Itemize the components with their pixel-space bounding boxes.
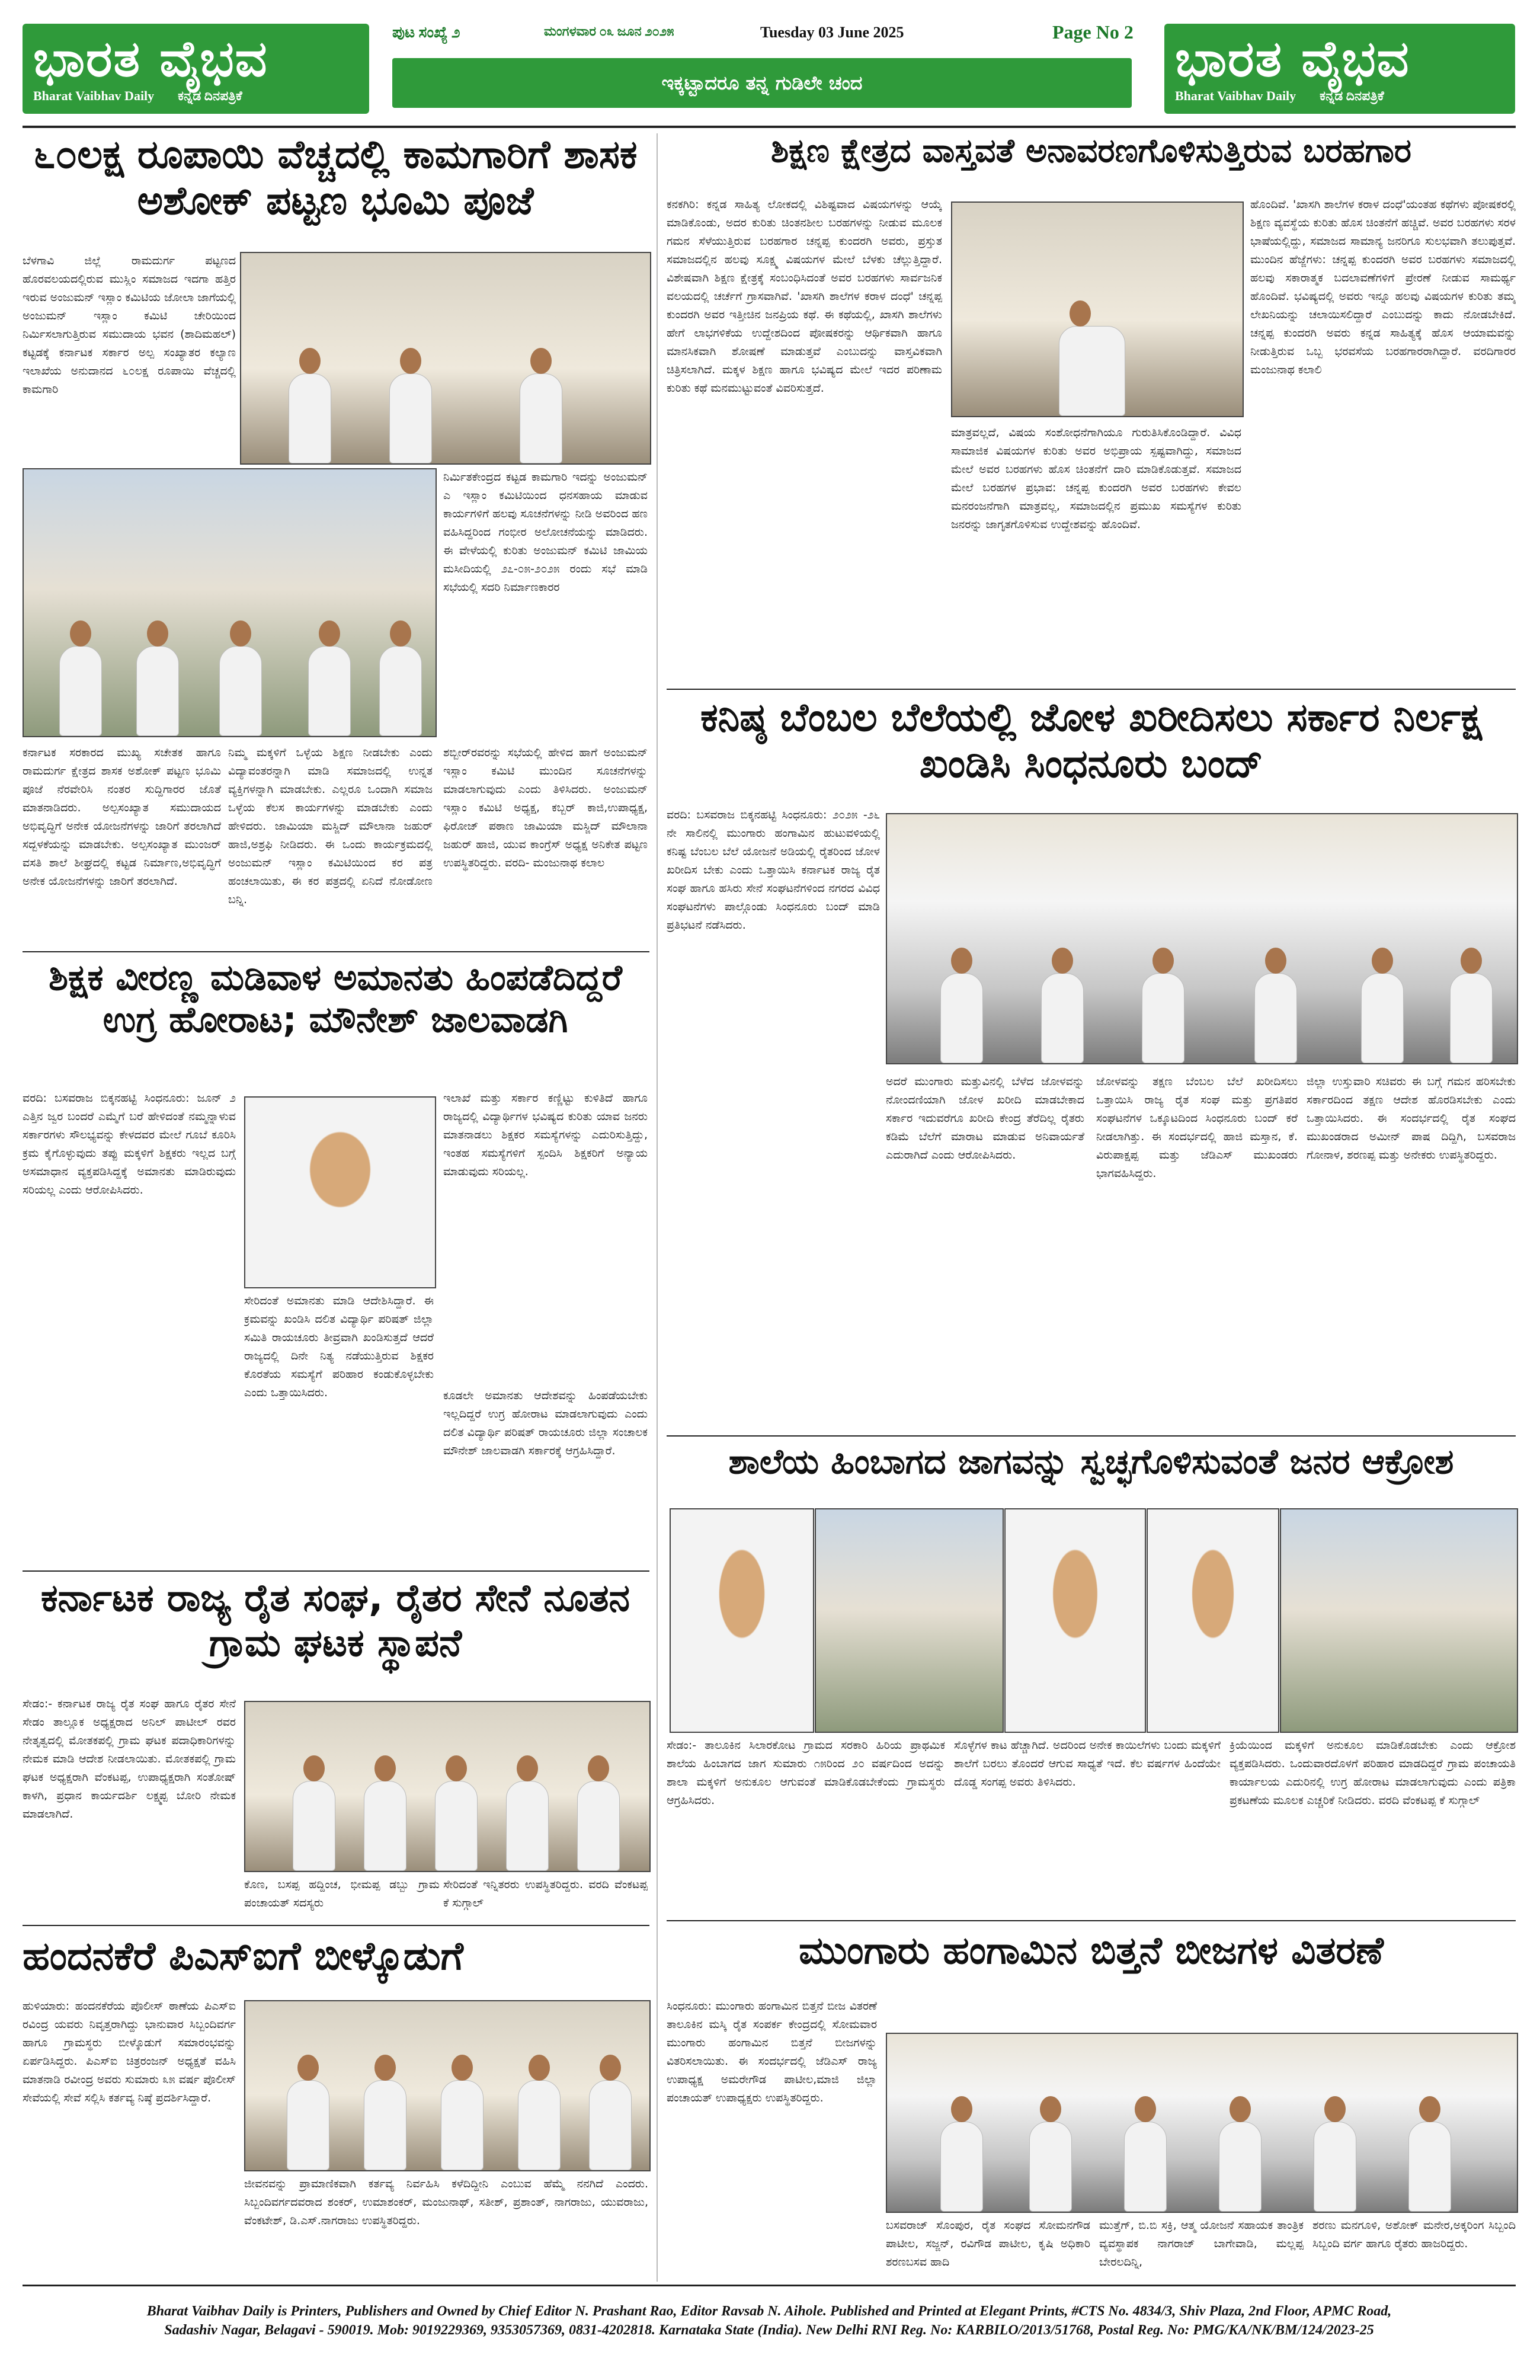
imprint-line-1: Bharat Vaibhav Daily is Printers, Publishers and Owned by Chief Editor N. Prashant Rao, Editor Ravsab N. Aihole. Published and Printed at Elegant Prints, #CTS No. 4834/3, Shiv Plaza, 2nd Floor, APMC Road, <box>146 2304 1392 2319</box>
person-figure <box>589 2080 632 2170</box>
article-a6-text-1: ಸೇಡಂ:- ತಾಲೂಕಿನ ಸಿಲಾರಕೋಟ ಗ್ರಾಮದ ಸರಕಾರಿ ಹಿರಿಯ ಪ್ರಾಥಮಿಕ ಶಾಲೆಯ ಹಿಂಬಾಗದ ಜಾಗ ಸುಮಾರು ೧೫ರಿಂದ ೨೦ ವರ್ಷದಿಂದ ಅದನ್ನು ಶಾಲಾ ಮಕ್ಕಳಿಗೆ ಅನುಕೂಲ ಆಗುವಂತೆ ಮಾಡಿಕೊಡಬೇಕೆಂದು ಗ್ರಾಮಸ್ಥರು ಆಗ್ರಹಿಸಿದರು. <box>667 1739 945 1807</box>
masthead-title: ಭಾರತ ವೈಭವ <box>33 30 268 88</box>
person-figure <box>1041 973 1084 1063</box>
person-figure <box>1219 2122 1262 2212</box>
person-figure <box>389 373 432 463</box>
person-figure <box>1059 326 1125 416</box>
photo-a6-school <box>815 1508 1004 1733</box>
person-figure <box>940 973 983 1063</box>
headline-a6: ಶಾಲೆಯ ಹಿಂಬಾಗದ ಜಾಗವನ್ನು ಸ್ವಚ್ಛಗೊಳಿಸುವಂತೆ ಜನರ ಆಕ್ರೋಶ <box>728 1441 1454 1482</box>
headline-a1: ೬೦ಲಕ್ಷ ರೂಪಾಯಿ ವೆಚ್ಚದಲ್ಲಿ ಕಾಮಗಾರಿಗೆ ಶಾಸಕ ಅಶೋಕ್ ಪಟ್ಟಣ ಭೂಮಿ ಪೂಜೆ <box>33 132 638 223</box>
person-figure <box>1450 973 1493 1063</box>
article-a1-text-4: ನಿಮ್ಮ ಮಕ್ಕಳಿಗೆ ಒಳ್ಳೆಯ ಶಿಕ್ಷಣ ನೀಡಬೇಕು ಎಂದು ವಿದ್ಯಾವಂತರನ್ನಾಗಿ ಮಾಡಿ ಸಮಾಜದಲ್ಲಿ ಉನ್ನತ ವ್ಯಕ್ತಿಗಳನ್ನಾಗಿ ಮಾಡಬೇಕು. ಎಲ್ಲರೂ ಒಂದಾಗಿ ಸಮಾಜ ಒಳ್ಳೆಯ ಕೆಲಸ ಕಾರ್ಯಗಳನ್ನು ಮಾಡಬೇಕು ಎಂದು ಹೇಳಿದರು. ಜಾಮಿಯಾ ಮಸ್ಜಿದ್ ಮೌಲಾನಾ ಜಹುರ್ ಹಾಜಿ,ಅಶ್ರಫಿ ನೀಡಿದರು. ಈ ಒಂದು ಕಾರ್ಯಕ್ರಮದಲ್ಲಿ ಅಂಜುಮನ್ ಇಸ್ಲಾಂ ಕಮಿಟಿಯಿಂದ ಕರ ಪತ್ರ ಹಂಚಲಾಯಿತು, ಈ ಕರ ಪತ್ರದಲ್ಲಿ ಏನಿದೆ ನೋಡೋಣ ಬನ್ನಿ. <box>228 746 433 906</box>
article-a2-text-3: ಹೊಂದಿವೆ. 'ಖಾಸಗಿ ಶಾಲೆಗಳ ಕರಾಳ ದಂಧೆ'ಯಂತಹ ಕಥೆಗಳು ಪೋಷಕರಲ್ಲಿ ಶಿಕ್ಷಣ ವ್ಯವಸ್ಥೆಯ ಕುರಿತು ಹೊಸ ಚಿಂತನೆಗೆ ಹಚ್ಚಿವೆ. ಅವರ ಬರಹಗಳು ಸರಳ ಭಾಷೆಯಲ್ಲಿದ್ದು, ಸಮಾಜದ ಸಾಮಾನ್ಯ ಜನರಿಗೂ ಸುಲಭವಾಗಿ ತಲುಪುತ್ತವೆ. ಮುಂದಿನ ಹೆಜ್ಜೆಗಳು: ಚನ್ನಪ್ಪ ಕುಂದರಗಿ ಅವರ ಬರಹಗಳು ಸಮಾಜದಲ್ಲಿ ಹಲವು ಸಕಾರಾತ್ಮಕ ಬದಲಾವಣೆಗಳಿಗೆ ಪ್ರೇರಣೆ ನೀಡುವ ಸಾಮರ್ಥ್ಯ ಹೊಂದಿವೆ. ಭವಿಷ್ಯದಲ್ಲಿ ಅವರು ಇನ್ನೂ ಹಲವು ವಿಷಯಗಳ ಕುರಿತು ತಮ್ಮ ಲೇಖನಿಯನ್ನು ಚಲಾಯಿಸಲಿದ್ದಾರೆ ಎಂಬುದನ್ನು ಕಾದು ನೋಡಬೇಕಿದೆ. ಚನ್ನಪ್ಪ ಕುಂದರಗಿ ಅವರು ಕನ್ನಡ ಸಾಹಿತ್ಯಕ್ಕೆ ಹೊಸ ಆಯಾಮವನ್ನು ನೀಡುತ್ತಿರುವ ಒಬ್ಬ ಭರವಸೆಯ ಬರಹಗಾರರಾಗಿದ್ದಾರೆ. ವರದಿಗಾರರ ಮಂಜುನಾಥ ಕಲಾಲಿ <box>1250 198 1516 376</box>
tagline-banner: ಇಕ್ಕಟ್ಟಾದರೂ ತನ್ನ ಗುಡಿಲೇ ಚಂದ <box>392 58 1132 108</box>
person-figure <box>577 1781 620 1871</box>
photo-a1-crowd <box>240 252 651 465</box>
article-a3-text-1: ವರದಿ: ಬಸವರಾಜ ಬಿಕ್ಕನಹಟ್ಟಿ ಸಿಂಧನೂರು: ೨೦೨೫ -೨೬ ನೇ ಸಾಲಿನಲ್ಲಿ ಮುಂಗಾರು ಹಂಗಾಮಿನ ಹುಟುವಳಿಯಲ್ಲಿ ಕನಿಷ್ಟ ಬೆಂಬಲ ಬೆಲೆ ಯೋಜನೆ ಅಡಿಯಲ್ಲಿ ರೈತರಿಂದ ಜೋಳ ಖರೀದಿಸ ಬೇಕು ಎಂದು ಒತ್ತಾಯಿಸಿ ಕರ್ನಾಟಕ ರಾಜ್ಯ ರೈತ ಸಂಘ ಹಾಗೂ ಹಸಿರು ಸೇನೆ ಸಂಘಟನೆಗಳಿಂದ ನಗರದ ವಿವಿಧ ಸಂಘಟನೆಗಳು ಪಾಲ್ಗೊಂಡು ಸಿಂಧನೂರು ಬಂದ್ ಮಾಡಿ ಪ್ರತಿಭಟನೆ ನಡೆಸಿದರು. <box>667 808 880 932</box>
article-separator <box>667 1920 1516 1921</box>
masthead-subtitle-kn: ಕನ್ನಡ ದಿನಪತ್ರಿಕೆ <box>178 88 242 103</box>
person-figure <box>520 373 562 463</box>
headline-a2: ಶಿಕ್ಷಣ ಕ್ಷೇತ್ರದ ವಾಸ್ತವತೆ ಅನಾವರಣಗೊಳಿಸುತ್ತಿರುವ ಬರಹಗಾರ <box>771 132 1411 169</box>
headline-a8: ಮುಂಗಾರು ಹಂಗಾಮಿನ ಬಿತ್ತನೆ ಬೀಜಗಳ ವಿತರಣೆ <box>799 1929 1384 1973</box>
person-figure <box>287 2080 329 2170</box>
article-a5-text-2: ಸೇರಿದಂತೆ ಇನ್ನಿತರರು ಉಪಸ್ಥಿತರಿದ್ದರು. ವರದಿ ವೆಂಕಟಪ್ಪ ಕೆ ಸುಗ್ಗಾಲ್ <box>443 1878 648 1909</box>
person-figure <box>1142 973 1184 1063</box>
date-kn: ಮಂಗಳವಾರ ೦೩ ಜೂನ ೨೦೨೫ <box>544 24 674 39</box>
masthead-left <box>23 24 369 114</box>
masthead-title: ಭಾರತ ವೈಭವ <box>1175 30 1410 88</box>
photo-a6-person-2 <box>1004 1508 1146 1733</box>
person-figure <box>59 646 102 736</box>
article-a2-text-1: ಕನಕಗಿರಿ: ಕನ್ನಡ ಸಾಹಿತ್ಯ ಲೋಕದಲ್ಲಿ ವಿಶಿಷ್ಟವಾದ ವಿಷಯಗಳನ್ನು ಆಯ್ಕೆ ಮಾಡಿಕೊಂಡು, ಅದರ ಕುರಿತು ಚಿಂತನಶೀಲ ಬರಹಗಳನ್ನು ನೀಡುವ ಮೂಲಕ ಗಮನ ಸೆಳೆಯುತ್ತಿರುವ ಬರಹಗಾರ ಚನ್ನಪ್ಪ ಕುಂದರಗಿ ಅವರು, ಪ್ರಸ್ತುತ ಸಮಾಜದಲ್ಲಿನ ಹಲವು ಸೂಕ್ಷ್ಮ ವಿಷಯಗಳ ಮೇಲೆ ಬೆಳಕು ಚೆಲ್ಲುತ್ತಿದ್ದಾರೆ. ವಿಶೇಷವಾಗಿ ಶಿಕ್ಷಣ ಕ್ಷೇತ್ರಕ್ಕೆ ಸಂಬಂಧಿಸಿದಂತೆ ಅವರ ಬರಹಗಳು ಸಾರ್ವಜನಿಕ ವಲಯದಲ್ಲಿ ಚರ್ಚೆಗೆ ಗ್ರಾಸವಾಗಿವೆ. 'ಖಾಸಗಿ ಶಾಲೆಗಳ ಕರಾಳ ದಂಧೆ' ಚನ್ನಪ್ಪ ಕುಂದರಗಿ ಅವರ ಇತ್ತೀಚಿನ ಜನಪ್ರಿಯ ಕಥೆ. ಈ ಕಥೆಯಲ್ಲಿ, ಖಾಸಗಿ ಶಾಲೆಗಳು ಹೇಗೆ ಲಾಭಗಳಿಕೆಯ ಉದ್ದೇಶದಿಂದ ಪೋಷಕರನ್ನು ಆರ್ಥಿಕವಾಗಿ ಹಾಗೂ ಮಾನಸಿಕವಾಗಿ ಶೋಷಣೆ ಮಾಡುತ್ತವೆ ಎಂಬುದನ್ನು ವಾಸ್ತವಿಕವಾಗಿ ಚಿತ್ರಿಸಲಾಗಿದೆ. ಮಕ್ಕಳ ಶಿಕ್ಷಣ ಹಾಗೂ ಭವಿಷ್ಯದ ಮೇಲೆ ಇದರ ಪರಿಣಾಮ ಕುರಿತು ಕಥೆ ಮನಮುಟ್ಟುವಂತೆ ವಿವರಿಸುತ್ತದೆ. <box>667 198 942 395</box>
page-number-en: Page No 2 <box>1052 21 1134 43</box>
article-a1-text-5: ಶಬ್ಬೀರ್‌ರವರನ್ನು ಸಭೆಯಲ್ಲಿ ಹೇಳಿದ ಹಾಗೆ ಅಂಜುಮನ್ ಇಸ್ಲಾಂ ಕಮಿಟಿ ಮುಂದಿನ ಸೂಚನೆಗಳನ್ನು ಮಾಡಲಾಗುವುದು ಎಂದು ತಿಳಿಸಿದರು. ಅಂಜುಮನ್ ಇಸ್ಲಾಂ ಕಮಿಟಿ ಅಧ್ಯಕ್ಷ, ಕಬ್ಬರ್ ಕಾಜಿ,ಉಪಾಧ್ಯಕ್ಷ, ಫಿರೋಜ್ ಪಠಾಣ ಜಾಮಿಯಾ ಮಸ್ಜಿದ್ ಮೌಲಾನಾ ಜಹುರ್ ಹಾಜಿ, ಯುವ ಕಾಂಗ್ರೆಸ್ ಅಧ್ಯಕ್ಷ ಅನಿಕೇತ ಪಟ್ಟಣ ಉಪಸ್ಥಿತರಿದ್ದರು. ವರದಿ- ಮಂಜುನಾಥ ಕಲಾಲ <box>443 746 648 869</box>
article-a4-text-3: ಸೇರಿದಂತೆ ಅಮಾನತು ಮಾಡಿ ಆದೇಶಿಸಿದ್ದಾರೆ. ಈ ಕ್ರಮವನ್ನು ಖಂಡಿಸಿ ದಲಿತ ವಿದ್ಯಾರ್ಥಿ ಪರಿಷತ್ ಜಿಲ್ಲಾ ಸಮಿತಿ ರಾಯಚೂರು ತೀವ್ರವಾಗಿ ಖಂಡಿಸುತ್ತದೆ ಆದರೆ ರಾಜ್ಯದಲ್ಲಿ ದಿನೇ ನಿತ್ಯ ನಡೆಯುತ್ತಿರುವ ಶಿಕ್ಷಕರ ಕೊರತೆಯ ಸಮಸ್ಯೆಗೆ ಪರಿಹಾರ ಕಂಡುಕೊಳ್ಳಬೇಕು ಎಂದು ಒತ್ತಾಯಿಸಿದರು. <box>244 1294 434 1399</box>
imprint-line-2: Sadashiv Nagar, Belagavi - 590019. Mob: 9019229369, 9353057369, 0831-4202818. Karnataka State (India). New Delhi RNI Reg. No: KARBILO/2013/51768, Postal Reg. No: PMG/KA/NK/BM/124/2023-25 <box>164 2323 1374 2338</box>
imprint-footer <box>23 2285 1516 2363</box>
photo-a2-writer <box>951 201 1244 417</box>
person-figure <box>518 2080 561 2170</box>
article-a2-text-2: ಮಾತ್ರವಲ್ಲದೆ, ವಿಷಯ ಸಂಶೋಧನೆಗಾಗಿಯೂ ಗುರುತಿಸಿಕೊಂಡಿದ್ದಾರೆ. ವಿವಿಧ ಸಾಮಾಜಿಕ ವಿಷಯಗಳ ಕುರಿತು ಅವರ ಅಭಿಪ್ರಾಯ ಸ್ಪಷ್ಟವಾಗಿದ್ದು, ಸಮಾಜದ ಮೇಲೆ ಅವರ ಬರಹಗಳು ಹೊಸ ಚಿಂತನೆಗೆ ದಾರಿ ಮಾಡಿಕೊಡುತ್ತವೆ. ಸಮಾಜದ ಮೇಲೆ ಬರಹಗಳ ಪ್ರಭಾವ: ಚನ್ನಪ್ಪ ಕುಂದರಗಿ ಅವರ ಬರಹಗಳು ಕೇವಲ ಮನರಂಜನೆಗಾಗಿ ಮಾತ್ರವಲ್ಲ, ಸಮಾಜದಲ್ಲಿನ ಪ್ರಮುಖ ಸಮಸ್ಯೆಗಳ ಕುರಿತು ಜನರನ್ನು ಜಾಗೃತಗೊಳಿಸುವ ಉದ್ದೇಶವನ್ನು ಹೊಂದಿವೆ. <box>951 426 1241 531</box>
person-figure <box>293 1781 335 1871</box>
headline-a5: ಕರ್ನಾಟಕ ರಾಜ್ಯ ರೈತ ಸಂಘ, ರೈತರ ಸೇನೆ ನೂತನ ಗ್ರಾಮ ಘಟಕ ಸ್ಥಾಪನೆ <box>40 1576 630 1665</box>
article-a1-text-2: ನಿರ್ಮಿತಕೇಂದ್ರದ ಕಟ್ಟಡ ಕಾಮಗಾರಿ ಇದನ್ನು ಅಂಜುಮನ್ ಎ ಇಸ್ಲಾಂ ಕಮಿಟಿಯಿಂದ ಧನಸಹಾಯ ಮಾಡುವ ಕಾರ್ಯಗಳಿಗೆ ಹಲವು ಸೂಚನೆಗಳನ್ನು ನೀಡಿ ಅವರಿಂದ ಹಣ ವಹಿಸಿದ್ದರಿಂದ ಗಂಭೀರ ಅಲೋಚನೆಯನ್ನು ಮಾಡಿದರು. ಈ ವೇಳೆಯಲ್ಲಿ ಕುರಿತು ಅಂಜುಮನ್ ಕಮಿಟಿ ಜಾಮಿಯ ಮಸೀದಿಯಲ್ಲಿ ೨೭-೦೫-೨೦೨೫ ರಂದು ಸಭೆ ಮಾಡಿ ಸಭೆಯಲ್ಲಿ ಸದರಿ ನಿರ್ಮಾಣಕಾರರ <box>443 471 648 594</box>
article-separator <box>23 1570 649 1572</box>
article-separator <box>23 1925 649 1926</box>
person-figure <box>1124 2122 1167 2212</box>
masthead-subtitle-en: Bharat Vaibhav Daily <box>33 88 155 103</box>
photo-a6-person-3 <box>1147 1508 1279 1733</box>
article-a3-text-2: ಅದರೆ ಮುಂಗಾರು ಮತ್ತುವಿನಲ್ಲಿ ಬೆಳೆದ ಜೋಳವನ್ನು ನೋಂದಣಿಯಾಗಿ ಜೋಳ ಖರೀದಿ ಮಾಡಬೇಕಾದ ಸರ್ಕಾರ ಇದುವರೆಗೂ ಖರೀದಿ ಕೇಂದ್ರ ತೆರೆದಿಲ್ಲ ರೈತರು ಕಡಿಮೆ ಬೆಲೆಗೆ ಮಾರಾಟ ಮಾಡುವ ಅನಿವಾರ್ಯತೆ ಎದುರಾಗಿದೆ ಎಂದು ಆರೋಪಿಸಿದರು. <box>886 1075 1084 1162</box>
article-a4-text-1: ವರದಿ: ಬಸವರಾಜ ಬಿಕ್ಕನಹಟ್ಟಿ ಸಿಂಧನೂರು: ಜೂನ್ ೨ ಎತ್ತಿನ ಜ್ವರ ಬಂದರೆ ಎಮ್ಮೆಗೆ ಬರೆ ಹೇಳಿದಂತೆ ನಮ್ಮನ್ನಾಳುವ ಸರ್ಕಾರಗಳು ಸೌಲಭ್ಯವನ್ನು ಕೇಳದವರ ಮೇಲೆ ಗೂಬೆ ಕೂರಿಸಿ ಕ್ರಮ ಕೈಗೊಳ್ಳುವುದು ತಪ್ಪು ಮಕ್ಕಳಿಗೆ ಶಿಕ್ಷಕರು ಇಲ್ಲದ ಬಗ್ಗೆ ಅಸಮಾಧಾನ ವ್ಯಕ್ತಪಡಿಸಿದ್ದಕ್ಕೆ ಅಮಾನತು ಮಾಡಿರುವುದು ಸರಿಯಲ್ಲ ಎಂದು ಆರೋಪಿಸಿದರು. <box>23 1092 236 1197</box>
person-figure <box>308 646 351 736</box>
article-a1-text-3: ಕರ್ನಾಟಕ ಸರಕಾರದ ಮುಖ್ಯ ಸಚೇತಕ ಹಾಗೂ ರಾಮದುರ್ಗ ಕ್ಷೇತ್ರದ ಶಾಸಕ ಅಶೋಕ್ ಪಟ್ಟಣ ಭೂಮಿ ಪೂಜೆ ನೆರವೇರಿಸಿ ನಂತರ ಸುದ್ದಿಗಾರರ ಜೊತೆ ಮಾತನಾಡಿದರು. ಅಲ್ಪಸಂಖ್ಯಾತ ಸಮುದಾಯದ ಅಭಿವೃದ್ಧಿಗೆ ಅನೇಕ ಯೋಜನೆಗಳನ್ನು ಜಾರಿಗೆ ತರಲಾಗಿದೆ ಸದ್ಬಳಕೆಯನ್ನು ಮಾಡಬೇಕು. ಅಲ್ಪಸಂಖ್ಯಾತ ಮುಂಜರ್ ವಸತಿ ಶಾಲೆ ಶೀಘ್ರದಲ್ಲಿ ಕಟ್ಟಡ ನಿರ್ಮಾಣ,ಅಭಿವೃದ್ಧಿಗೆ ಅನೇಕ ಯೋಜನೆಗಳನ್ನು ಜಾರಿಗೆ ತರಲಾಗಿದೆ. <box>23 746 221 888</box>
person-figure <box>289 373 331 463</box>
photo-a1-ceremony <box>23 468 437 737</box>
page-number-kn: ಪುಟ ಸಂಖ್ಯೆ ೨ <box>392 24 460 41</box>
headline-a7: ಹಂದನಕೆರೆ ಪಿಎಸ್ಐಗೆ ಬೀಳ್ಕೊಡುಗೆ <box>23 1933 463 1979</box>
person-figure <box>136 646 179 736</box>
person-figure <box>1361 973 1404 1063</box>
photo-a8-distribution <box>886 2033 1518 2213</box>
person-figure <box>441 2080 484 2170</box>
person-figure <box>940 2122 983 2212</box>
photo-a6-person-1 <box>670 1508 814 1733</box>
photo-a4-portrait <box>244 1096 436 1288</box>
article-a6-text-3: ಕ್ರಿಯೆಯಿಂದ ಮಕ್ಕಳಿಗೆ ಅನುಕೂಲ ಮಾಡಿಕೊಡಬೇಕು ಎಂದು ಆಕ್ರೋಶ ವ್ಯಕ್ತಪಡಿಸಿದರು. ಒಂದುವಾರದೊಳಗೆ ಪರಿಹಾರ ಮಾಡದಿದ್ದರೆ ಗ್ರಾಮ ಪಂಚಾಯತಿ ಕಾರ್ಯಾಲಯ ಎದುರಿನಲ್ಲಿ ಉಗ್ರ ಹೋರಾಟ ಮಾಡಲಾಗುವುದು ಎಂದು ಪತ್ರಿಕಾ ಪ್ರಕಟಣೆಯ ಮೂಲಕ ಎಚ್ಚರಿಕೆ ನೀಡಿದರು. ವರದಿ ವೆಂಕಟಪ್ಪ ಕೆ ಸುಗ್ಗಾಲ್ <box>1230 1739 1516 1807</box>
article-a4-text-4: ಕೂಡಲೇ ಅಮಾನತು ಆದೇಶವನ್ನು ಹಿಂಪಡೆಯಬೇಕು ಇಲ್ಲದಿದ್ದರೆ ಉಗ್ರ ಹೋರಾಟ ಮಾಡಲಾಗುವುದು ಎಂದು ದಲಿತ ವಿದ್ಯಾರ್ಥಿ ಪರಿಷತ್ ರಾಯಚೂರು ಜಿಲ್ಲಾ ಸಂಚಾಲಕ ಮೌನೇಶ್ ಜಾಲವಾಡಗಿ ಸರ್ಕಾರಕ್ಕೆ ಆಗ್ರಹಿಸಿದ್ದಾರೆ. <box>443 1389 648 1457</box>
article-separator <box>667 689 1516 690</box>
photo-a5-caption: ಕೊಣ, ಬಸಪ್ಪ ಹದ್ದಿಂಚ, ಭೀಮಪ್ಪ ಡಬ್ಬು ಗ್ರಾಮ ಪಂಚಾಯತ್ ಸದಸ್ಯರು <box>244 1878 440 1909</box>
article-a8-text-3: ಮುತ್ತೆಗ್, ಬಿ.ಬಿ ಸಕ್ರಿ, ಆತ್ಮ ಯೋಜನೆ ಸಹಾಯಕ ತಾಂತ್ರಿಕ ವ್ಯವಸ್ಥಾಪಕ ನಾಗರಾಜ್ ಬಾಗೇವಾಡಿ, ಮಲ್ಲಪ್ಪ ಬೇರಲದಿನ್ನಿ, <box>1099 2219 1304 2269</box>
article-a8-text-2: ಬಸವರಾಜ್ ಸೊಂಪುರ, ರೈತ ಸಂಘದ ಸೋಮನಗೌಡ ಪಾಟೀಲ, ಸಜ್ಜನ್, ರವಿಗೌಡ ಪಾಟೀಲ, ಕೃಷಿ ಅಧಿಕಾರಿ ಶರಣಬಸವ ಹಾದಿ <box>886 2219 1090 2269</box>
photo-a7-farewell <box>244 2000 651 2171</box>
photo-a3-protest <box>886 813 1518 1064</box>
article-a3-text-3: ಜೋಳವನ್ನು ತಕ್ಷಣ ಬೆಂಬಲ ಬೆಲೆ ಖರೀದಿಸಲು ಒತ್ತಾಯಿಸಿ ರಾಜ್ಯ ರೈತ ಸಂಘ ಮತ್ತು ಪ್ರಗತಿಪರ ಸಂಘಟನೆಗಳ ಒಕ್ಕೂಟದಿಂದ ಸಿಂಧನೂರು ಬಂದ್ ಕರೆ ನೀಡಲಾಗಿತ್ತು. ಈ ಸಂದರ್ಭದಲ್ಲಿ ಹಾಜಿ ಮಸ್ತಾನ, ಕೆ. ವಿರುಪಾಕ್ಷಪ್ಪ ಮತ್ತು ಜೆಡಿಎಸ್ ಮುಖಂಡರು ಭಾಗವಹಿಸಿದ್ದರು. <box>1096 1075 1298 1180</box>
person-figure <box>1314 2122 1356 2212</box>
headline-a4: ಶಿಕ್ಷಕ ವೀರಣ್ಣ ಮಡಿವಾಳ ಅಮಾನತು ಹಿಂಪಡೆದಿದ್ದರೆ ಉಗ್ರ ಹೋರಾಟ; ಮೌನೇಶ್ ಜಾಲವಾಡಗಿ <box>49 957 622 1041</box>
person-figure <box>1254 973 1297 1063</box>
article-separator <box>667 1435 1516 1437</box>
article-a7-text-2: ಜೀವನವನ್ನು ಪ್ರಾಮಾಣಿಕವಾಗಿ ಕರ್ತವ್ಯ ನಿರ್ವಹಿಸಿ ಕಳೆದಿದ್ದೀನಿ ಎಂಬುವ ಹೆಮ್ಮೆ ನನಗಿದೆ ಎಂದರು. ಸಿಬ್ಬಂದಿವರ್ಗದವರಾದ ಶಂಕರ್, ಉಮಾಶಂಕರ್, ಮಂಜುನಾಥ್, ಸತೀಶ್, ಪ್ರಶಾಂತ್, ನಾಗರಾಜು, ಯುವರಾಜು, ವೆಂಕಟೇಶ್, ಡಿ.ಎಸ್.ನಾಗರಾಜು ಉಪಸ್ಥಿತರಿದ್ದರು. <box>244 2177 648 2227</box>
header-rule <box>23 126 1516 128</box>
person-figure <box>1029 2122 1072 2212</box>
article-a4-text-2: ಇಲಾಖೆ ಮತ್ತು ಸರ್ಕಾರ ಕಣ್ಣಿಟ್ಟು ಕುಳಿತಿದೆ ಹಾಗೂ ರಾಜ್ಯದಲ್ಲಿ ವಿದ್ಯಾರ್ಥಿಗಳ ಭವಿಷ್ಯದ ಕುರಿತು ಯಾವ ಜನರು ಮಾತನಾಡಲು ಶಿಕ್ಷಕರ ಸಮಸ್ಯೆಗಳನ್ನು ಎದುರಿಸುತ್ತಿದ್ದು, ಇಂತಹ ಸಮಸ್ಯೆಗಳಿಗೆ ಸ್ಪಂದಿಸಿ ಶಿಕ್ಷಕರಿಗೆ ಅನ್ಯಾಯ ಮಾಡುವುದು ಸರಿಯಲ್ಲ. <box>443 1092 648 1178</box>
article-separator <box>23 951 649 952</box>
photo-a6-site <box>1280 1508 1518 1733</box>
article-a8-text-1: ಸಿಂಧನೂರು: ಮುಂಗಾರು ಹಂಗಾಮಿನ ಬಿತ್ತನೆ ಬೀಜ ವಿತರಣೆ ತಾಲೂಕಿನ ಮಸ್ಕಿ ರೈತ ಸಂಪರ್ಕ ಕೇಂದ್ರದಲ್ಲಿ ಸೋಮವಾರ ಮುಂಗಾರು ಹಂಗಾಮಿನ ಬಿತ್ತನೆ ಬೀಜಗಳನ್ನು ವಿತರಿಸಲಾಯಿತು. ಈ ಸಂದರ್ಭದಲ್ಲಿ ಜೆಡಿಎಸ್ ರಾಜ್ಯ ಉಪಾಧ್ಯಕ್ಷ ಅಮರೇಗೌಡ ಪಾಟೀಲ,ಮಾಜಿ ಜಿಲ್ಲಾ ಪಂಚಾಯತ್ ಉಪಾಧ್ಯಕ್ಷರು ಉಪಸ್ಥಿತರಿದ್ದರು. <box>667 2000 877 2104</box>
person-figure <box>364 2080 406 2170</box>
column-divider <box>657 133 658 2282</box>
masthead-subtitle-en: Bharat Vaibhav Daily <box>1175 88 1296 103</box>
person-figure <box>219 646 262 736</box>
photo-a5-group <box>244 1701 651 1872</box>
person-figure <box>364 1781 406 1871</box>
article-a3-text-4: ಜಿಲ್ಲಾ ಉಸ್ತುವಾರಿ ಸಚಿವರು ಈ ಬಗ್ಗೆ ಗಮನ ಹರಿಸಬೇಕು ಸರ್ಕಾರದಿಂದ ತಕ್ಷಣ ಆದೇಶ ಹೊರಡಿಸಬೇಕು ಎಂದು ಒತ್ತಾಯಿಸಿದರು. ಈ ಸಂದರ್ಭದಲ್ಲಿ ರೈತ ಸಂಘದ ಮುಖಂಡರಾದ ಅಮೀನ್ ಪಾಷ ದಿದ್ದಿಗಿ, ಬಸವರಾಜ ಗೋನಾಳ, ಶರಣಪ್ಪ ಮತ್ತು ಅನೇಕರು ಉಪಸ್ಥಿತರಿದ್ದರು. <box>1307 1075 1516 1162</box>
masthead-right <box>1164 24 1515 114</box>
article-a1-text-1: ಬೆಳಗಾವಿ ಜಿಲ್ಲೆ ರಾಮದುರ್ಗ ಪಟ್ಟಣದ ಹೊರವಲಯದಲ್ಲಿರುವ ಮುಸ್ಲಿಂ ಸಮಾಜದ ಇದಗಾ ಹತ್ತಿರ ಇರುವ ಅಂಜುಮನ್ ಇಸ್ಲಾಂ ಕಮಿಟಿಯ ಜೋಲಾ ಜಾಗೆಯಲ್ಲಿ ಅಂಜುಮನ್ ಇಸ್ಲಾಂ ಕಮಿಟಿ ಚೇರಿಯಿಂದ ನಿರ್ಮಿಸಲಾಗುತ್ತಿರುವ ಸಮುದಾಯ ಭವನ (ಶಾದಿಮಹಲ್) ಕಟ್ಟಡಕ್ಕೆ ಕರ್ನಾಟಕ ಸರ್ಕಾರ ಅಲ್ಪ ಸಂಖ್ಯಾತರ ಕಲ್ಯಾಣ ಇಲಾಖೆಯ ಅನುದಾನದ ೬೦ಲಕ್ಷ ರೂಪಾಯಿ ವೆಚ್ಚದಲ್ಲಿ ಕಾಮಗಾರಿ <box>23 254 236 396</box>
person-figure <box>506 1781 549 1871</box>
masthead-subtitle-kn: ಕನ್ನಡ ದಿನಪತ್ರಿಕೆ <box>1320 88 1384 103</box>
person-figure <box>1408 2122 1451 2212</box>
person-figure <box>435 1781 478 1871</box>
headline-a3: ಕನಿಷ್ಠ ಬೆಂಬಲ ಬೆಲೆಯಲ್ಲಿ ಜೋಳ ಖರೀದಿಸಲು ಸರ್ಕಾರ ನಿರ್ಲಕ್ಷ ಖಂಡಿಸಿ ಸಿಂಧನೂರು ಬಂದ್ <box>700 695 1482 786</box>
article-a6-text-2: ಸೊಳ್ಳೆಗಳ ಕಾಟ ಹೆಚ್ಚಾಗಿದೆ. ಅದರಿಂದ ಅನೇಕ ಕಾಯಿಲೆಗಳು ಬಂದು ಮಕ್ಕಳಿಗೆ ಶಾಲೆಗೆ ಬರಲು ತೊಂದರೆ ಆಗುವ ಸಾಧ್ಯತೆ ಇದೆ. ಕೆಲ ವರ್ಷಗಳ ಹಿಂದೆಯೇ ದೊಡ್ಡ ಸಂಗಪ್ಪ ಅವರು ತಿಳಿಸಿದರು. <box>954 1739 1221 1789</box>
article-a8-text-4: ಶರಣು ಮನಗೂಳಿ, ಅಶೋಕ್ ಮನೇರ,ಅಕ್ಕರಿಂಗ ಸಿಬ್ಬಂದಿ ಸಿಬ್ಬಂದಿ ವರ್ಗ ಹಾಗೂ ರೈತರು ಹಾಜರಿದ್ದರು. <box>1312 2219 1516 2250</box>
article-a7-text-1: ಹುಳಿಯಾರು: ಹಂದನಕೆರೆಯ ಪೊಲೀಸ್ ಠಾಣೆಯ ಪಿಎಸ್ಐ ರವಿಂದ್ರ ಯವರು ನಿವೃತ್ತರಾಗಿದ್ದು ಭಾನುವಾರ ಸಿಬ್ಬಂದಿವರ್ಗ ಹಾಗೂ ಗ್ರಾಮಸ್ಥರು ಬೀಳ್ಕೊಡುಗೆ ಸಮಾರಂಭವನ್ನು ಏರ್ಪಡಿಸಿದ್ದರು. ಪಿಎಸ್ಐ ಚಿತ್ರರಂಜನ್ ಅಧ್ಯಕ್ಷತೆ ವಹಿಸಿ ಮಾತನಾಡಿ ರವೀಂದ್ರ ಅವರು ಸುಮಾರು ೩೫ ವರ್ಷ ಪೊಲೀಸ್ ಸೇವೆಯಲ್ಲಿ ಸೇವೆ ಸಲ್ಲಿಸಿ ಕರ್ತವ್ಯ ನಿಷ್ಠೆ ಪ್ರದರ್ಶಿಸಿದ್ದಾರೆ. <box>23 2000 236 2104</box>
date-en: Tuesday 03 June 2025 <box>760 24 904 41</box>
person-figure <box>379 646 422 736</box>
article-a5-text-1: ಸೇಡಂ:- ಕರ್ನಾಟಕ ರಾಜ್ಯ ರೈತ ಸಂಘ ಹಾಗೂ ರೈತರ ಸೇನೆ ಸೇಡಂ ತಾಲ್ಲೂಕ ಅಧ್ಯಕ್ಷರಾದ ಅನಿಲ್ ಪಾಟೀಲ್ ರವರ ನೇತೃತ್ವದಲ್ಲಿ ಮೋತಕಪಲ್ಲಿ ಗ್ರಾಮ ಘಟಕ ಪದಾಧಿಕಾರಿಗಳನ್ನು ನೇಮಕ ಮಾಡಿ ಆದೇಶ ನೀಡಲಾಯಿತು. ಮೋತಕಪಲ್ಲಿ ಗ್ರಾಮ ಘಟಕ ಅಧ್ಯಕ್ಷರಾಗಿ ವೆಂಕಟಪ್ಪ, ಉಪಾಧ್ಯಕ್ಷರಾಗಿ ಸಂತೋಷ್ ಕಾಳಗಿ, ಪ್ರಧಾನ ಕಾರ್ಯದರ್ಶಿ ಲಕ್ಷ್ಮಪ್ಪ ಬೋರಿ ನೇಮಕ ಮಾಡಲಾಗಿದೆ. <box>23 1697 236 1821</box>
